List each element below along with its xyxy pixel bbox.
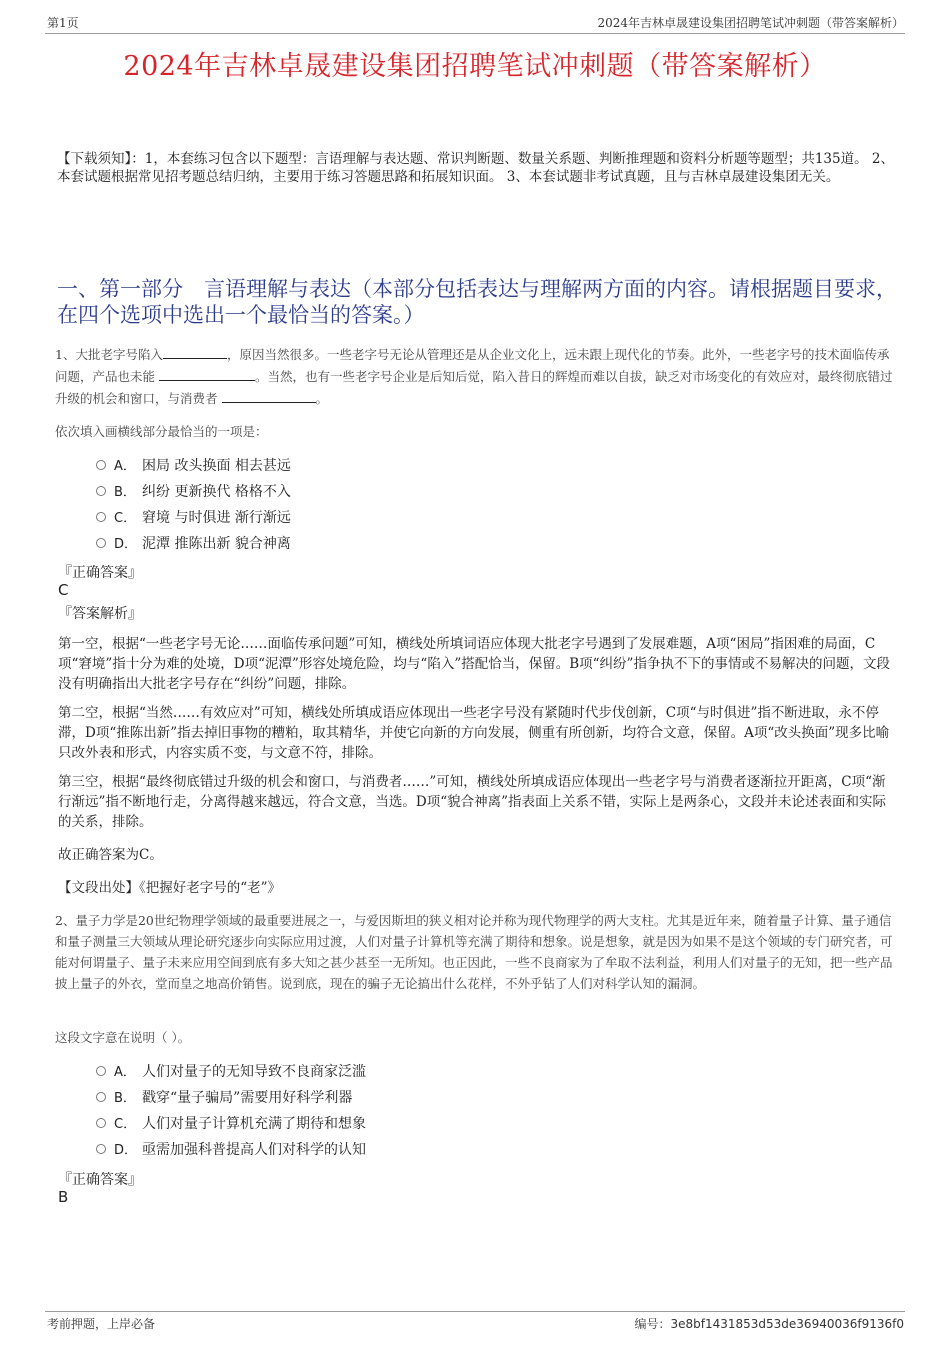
question-2-stem: 2、量子力学是20世纪物理学领域的最重要进展之一，与爱因斯坦的狭义相对论并称为现代物理学的两大支柱。尤其是近年来，随着量子计算、量子通信和量子测量三大领域从理论研究逐步向实际应用过渡，人们对量子计算机等充满了期待和想象。说是想象，就是因为如果不是这个领域的专门研究者，可能对何谓量子、量子未来应用空间到底有多大知之甚少甚至一无所知。也正因此，一些不良商家为了牟取不法利益，利用人们对量子的无知，把一些产品披上量子的外衣，堂而皇之地高价销售。说到底，现在的骗子无论搞出什么花样，不外乎钻了人们对科学认知的漏洞。 <box>55 913 893 991</box>
footer-slogan: 考前押题，上岸必备 <box>47 1317 156 1331</box>
question-1-prompt: 依次填入画横线部分最恰当的一项是： <box>55 424 268 439</box>
analysis-conclusion: 故正确答案为C。 <box>58 847 163 863</box>
analysis-paragraph: 第一空，根据“一些老字号无论……面临传承问题”可知，横线处所填词语应体现大批老字号遇到了发展难题，A项“困局”指困难的局面，C项“窘境”指十分为难的处境，D项“泥潭”形容处境危险，均与“陷入”搭配恰当，保留。B项“纠纷”指争执不下的事情或不易解决的问题，文段没有明确指出大批老字号存在“纠纷”问题，排除。 <box>58 636 890 692</box>
option-letter: B． <box>114 1091 136 1106</box>
q2-option-c[interactable] <box>96 1114 366 1134</box>
option-letter: D． <box>114 537 138 552</box>
source-citation: 【文段出处】《把握好老字号的“老”》 <box>58 880 282 896</box>
section-heading: 一、第一部分 言语理解与表达（本部分包括表达与理解两方面的内容。请根据题目要求，在四个选项中选出一个最恰当的答案。） <box>57 277 897 327</box>
q1-stem-part: ，原因当然很多。一些老字号无论从管理还是从企业文化上，远未跟上现代化的节奏。此外，一些老字号的技术面临传承问题，产品也未能 <box>55 347 890 384</box>
option-letter: C． <box>114 1117 137 1132</box>
radio-icon[interactable] <box>96 1066 106 1076</box>
radio-icon[interactable] <box>96 1118 106 1128</box>
option-text: 纠纷 更新换代 格格不入 <box>142 484 291 500</box>
radio-icon[interactable] <box>96 486 106 496</box>
radio-icon[interactable] <box>96 538 106 548</box>
option-letter: C． <box>114 511 137 526</box>
radio-icon[interactable] <box>96 1144 106 1154</box>
option-text: 困局 改头换面 相去甚远 <box>142 458 291 474</box>
option-letter: D． <box>114 1143 138 1158</box>
footer-divider <box>45 1311 905 1312</box>
correct-answer-label: 『正确答案』 <box>58 1172 142 1188</box>
correct-answer-label: 『正确答案』 <box>58 565 142 581</box>
correct-answer: C <box>58 581 69 599</box>
code-value: 3e8bf1431853d53de36940036f9136f0 <box>670 1317 904 1331</box>
analysis-paragraph: 第二空，根据“当然……有效应对”可知，横线处所填成语应体现出一些老字号没有紧随时代步伐创新，C项“与时俱进”指不断进取，永不停滞，D项“推陈出新”指去掉旧事物的糟粕，取其精华，并使它向新的方向发展，侧重有所创新，均符合文意，保留。A项“改头换面”现多比喻只改外表和形式，内容实质不变，与文意不符，排除。 <box>58 705 890 761</box>
correct-answer: B <box>58 1188 69 1206</box>
q2-option-b[interactable] <box>96 1088 352 1108</box>
q2-option-a[interactable] <box>96 1062 366 1082</box>
question-2-prompt: 这段文字意在说明（ ）。 <box>55 1030 191 1045</box>
option-text: 窘境 与时俱进 渐行渐远 <box>142 510 291 526</box>
question-1-stem <box>55 344 900 410</box>
option-text: 戳穿“量子骗局”需要用好科学利器 <box>142 1090 353 1106</box>
answer-blank <box>222 389 316 403</box>
q1-option-b[interactable] <box>96 482 291 502</box>
page-number: 第1页 <box>47 16 79 30</box>
analysis-paragraph: 第三空，根据“最终彻底错过升级的机会和窗口，与消费者……”可知，横线处所填成语应体现出一些老字号与消费者逐渐拉开距离，C项“渐行渐远”指不断地行走，分离得越来越远，符合文意，当选。D项“貌合神离”指表面上关系不错，实际上是两条心，文段并未论述表面和实际的关系，排除。 <box>58 774 887 830</box>
radio-icon[interactable] <box>96 460 106 470</box>
answer-blank <box>159 367 255 381</box>
option-letter: A． <box>114 459 136 474</box>
q1-stem-part: 1、大批老字号陷入 <box>55 347 163 362</box>
option-letter: B． <box>114 485 136 500</box>
document-code <box>634 1315 904 1332</box>
q2-option-d[interactable] <box>96 1140 366 1160</box>
option-text: 人们对量子的无知导致不良商家泛滥 <box>142 1064 366 1080</box>
answer-blank <box>163 345 227 359</box>
running-header-title: 2024年吉林卓晟建设集团招聘笔试冲刺题（带答案解析） <box>597 16 904 30</box>
q1-stem-part: 。当然，也有一些老字号企业是后知后觉，陷入昔日的辉煌而难以自拔，缺乏对市场变化的有效应对，最终彻底错过升级的机会和窗口，与消费者 <box>55 369 893 406</box>
document-title: 2024年吉林卓晟建设集团招聘笔试冲刺题（带答案解析） <box>123 51 827 82</box>
option-text: 人们对量子计算机充满了期待和想象 <box>142 1116 366 1132</box>
option-letter: A． <box>114 1065 136 1080</box>
analysis-label: 『答案解析』 <box>58 606 142 622</box>
q1-option-d[interactable] <box>96 534 291 554</box>
header-divider <box>45 33 905 34</box>
radio-icon[interactable] <box>96 1092 106 1102</box>
code-label: 编号： <box>634 1317 671 1331</box>
q1-option-c[interactable] <box>96 508 291 528</box>
q1-stem-part: 。 <box>315 391 329 406</box>
download-notice: 【下载须知】：1，本套练习包含以下题型：言语理解与表达题、常识判断题、数量关系题、判断推理题和资料分析题等题型；共135道。 2、本套试题根据常见招考题总结归纳，主要用于练习答题思路和拓展知识面。 3、本套试题非考试真题，且与吉林卓晟建设集团无关。 <box>57 151 894 185</box>
option-text: 亟需加强科普提高人们对科学的认知 <box>142 1142 366 1158</box>
q1-option-a[interactable] <box>96 456 291 476</box>
option-text: 泥潭 推陈出新 貌合神离 <box>142 536 291 552</box>
radio-icon[interactable] <box>96 512 106 522</box>
